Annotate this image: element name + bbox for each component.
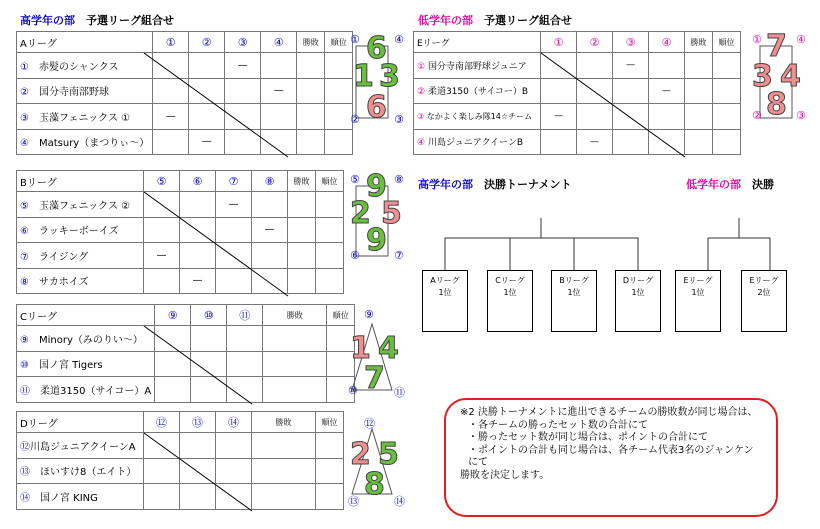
bracket-box-d1: Dリーグ 1位 xyxy=(615,270,661,332)
score-digit: 5 xyxy=(378,437,399,472)
bracket-box-e1: Eリーグ 1位 xyxy=(675,270,721,332)
league-b-table: Bリーグ ⑤ ⑥ ⑦ ⑧ 勝敗 順位 ⑤ 玉藻フェニックス ② — ⑥ ラッキーボーイズ — ⑦ ライジング — ⑧ サカホイズ — xyxy=(16,170,344,294)
team-row: ④ Matsury（まつりぃ～） xyxy=(17,129,153,155)
score-digit: 2 xyxy=(350,196,371,231)
score-digit: 9 xyxy=(366,223,387,258)
league-a-table: Aリーグ ① ② ③ ④ 勝敗 順位 ① 赤髪のシャンクス — ② 国分寺南部野球 — ③ 玉藻フェニックス ① — ④ Matsury（まつりぃ～） — xyxy=(16,31,353,155)
score-digit: 6 xyxy=(366,31,387,66)
score-digit: 4 xyxy=(378,331,399,366)
league-c-table: Cリーグ ⑨ ⑩ ⑪ 勝敗 順位 ⑨ Minory（みのりい～） ⑩ 国ノ宮 Tigers ⑪ 柔道3150（サイコー）A xyxy=(16,304,355,403)
score-digit: 7 xyxy=(766,29,787,64)
bracket-box-b1: Bリーグ 1位 xyxy=(551,270,597,332)
league-e-table: Eリーグ ① ② ③ ④ 勝敗 順位 ① 国分寺南部野球ジュニア — ② 柔道3150（サイコー）B — ③ なかよく楽しみ隊14☆チーム — ④ 川島ジュニアクイーンB — xyxy=(413,31,741,155)
score-digit: 3 xyxy=(379,59,400,94)
league-d-table: Dリーグ ⑫ ⑬ ⑭ 勝敗 順位 ⑫川島ジュニアクイーンA ⑬ ほいすけ8（エイト） ⑭ 国ノ宮 KING xyxy=(16,411,344,510)
team-row: ① 赤髪のシャンクス xyxy=(17,53,153,79)
bracket-box-a1: Aリーグ 1位 xyxy=(422,270,468,332)
score-digit: 6 xyxy=(366,90,387,125)
title-high-finals: 高学年の部 決勝トーナメント xyxy=(418,178,572,191)
bracket-box-c1: Cリーグ 1位 xyxy=(487,270,533,332)
score-digit: 1 xyxy=(350,331,371,366)
score-digit: 8 xyxy=(766,87,787,122)
league-name: Aリーグ xyxy=(17,32,153,53)
tiebreak-note: ※2 決勝トーナメントに進出できるチームの勝敗数が同じ場合は、 ・各チームの勝ったセット数の合計にて ・勝ったセット数が同じ場合は、ポイントの合計にて ・ポイントの合計も同じ場合は、各チーム代表3名のジャンケンにて 勝敗を決定します。 xyxy=(444,398,778,517)
team-row: ② 国分寺南部野球 xyxy=(17,78,153,104)
title-low-finals: 低学年の部 決勝 xyxy=(686,178,774,191)
team-row: ③ 玉藻フェニックス ① xyxy=(17,104,153,130)
title-high-prelim: 高学年の部 予選リーグ組合せ xyxy=(20,14,174,27)
bracket-box-e2: Eリーグ 2位 xyxy=(741,270,787,332)
score-digit: 1 xyxy=(353,59,374,94)
title-low-prelim: 低学年の部 予選リーグ組合せ xyxy=(418,14,572,27)
score-digit: 2 xyxy=(350,437,371,472)
score-digit: 3 xyxy=(752,59,773,94)
score-digit: 9 xyxy=(366,169,387,204)
score-digit: 7 xyxy=(364,361,385,396)
score-digit: 8 xyxy=(364,467,385,502)
score-digit: 5 xyxy=(381,196,402,231)
score-digit: 4 xyxy=(780,59,801,94)
